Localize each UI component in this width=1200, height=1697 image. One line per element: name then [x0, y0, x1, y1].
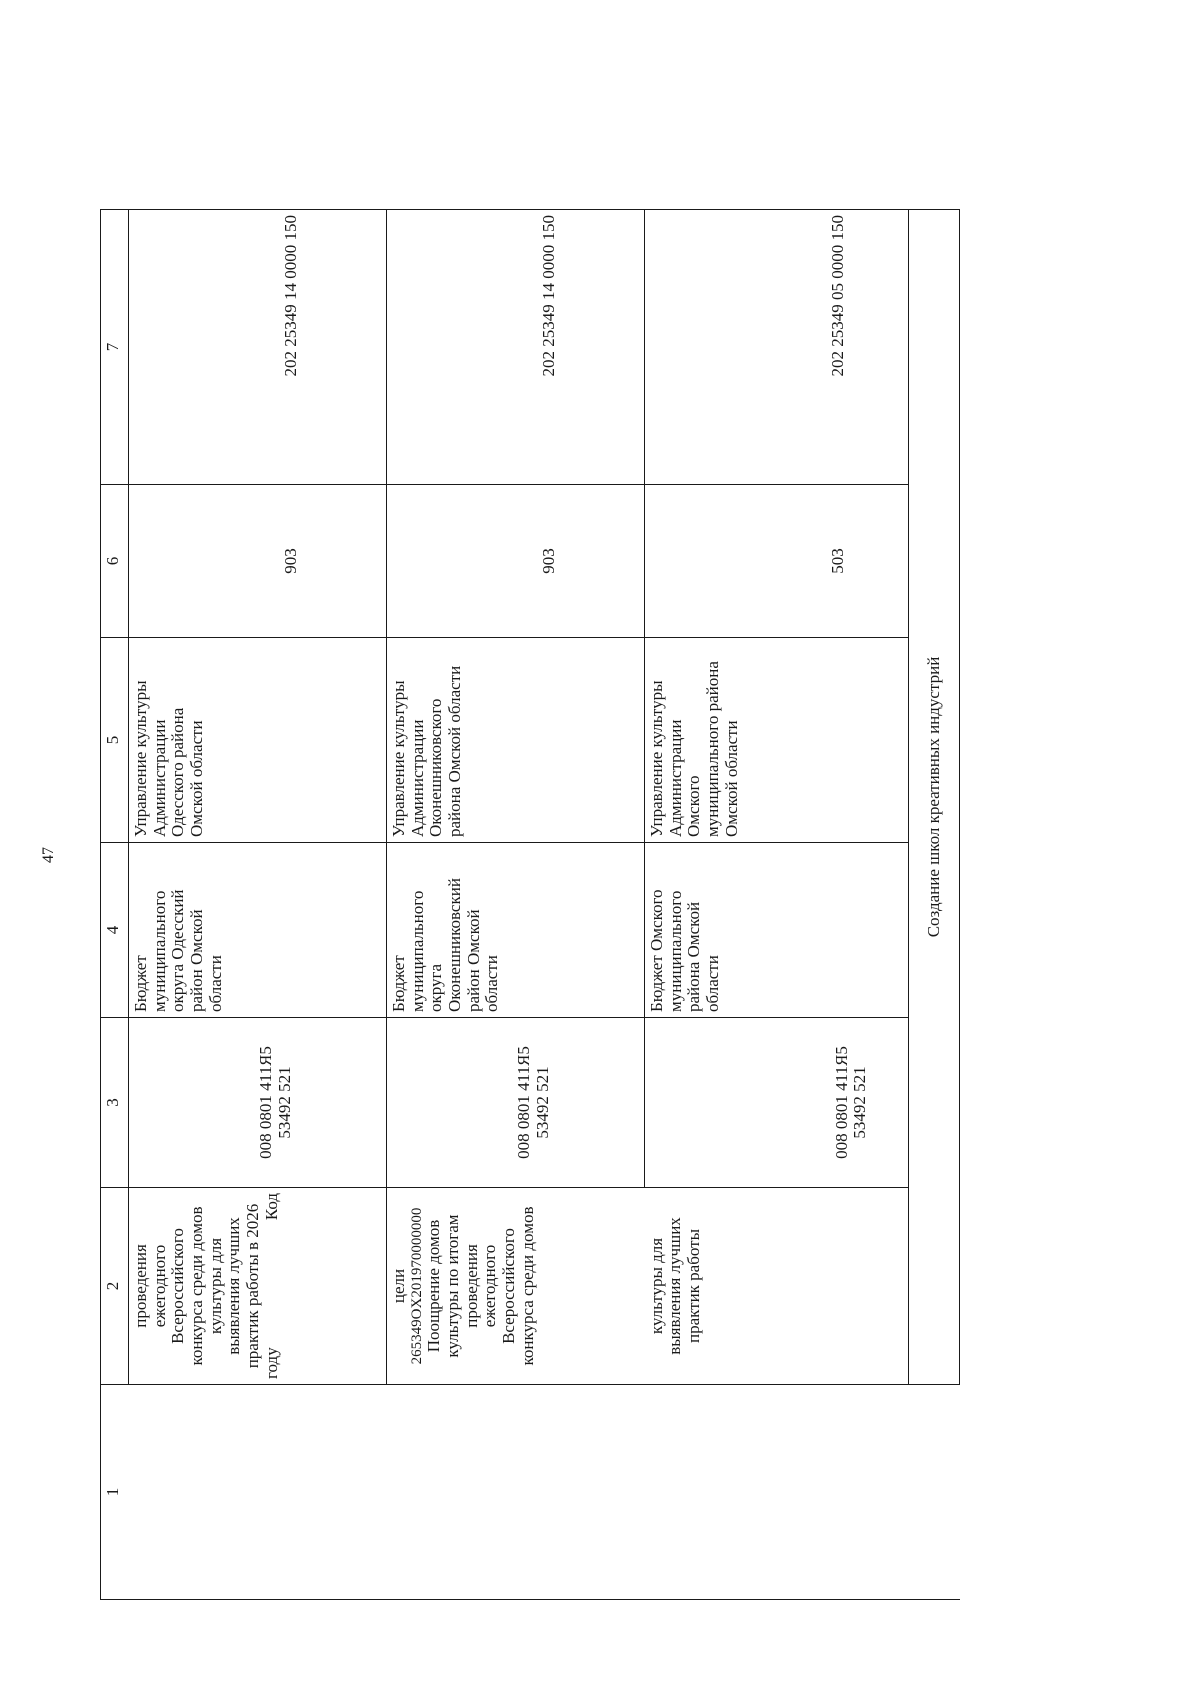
- text-line: Оконешниковского: [426, 698, 446, 837]
- cell-col4: [387, 843, 645, 1018]
- cell-col7: 202 25349 14 0000 150: [387, 210, 645, 485]
- cell-col1: [129, 1385, 387, 1600]
- cell-col1: [387, 1385, 645, 1600]
- cell-col5: [645, 638, 909, 843]
- cell-col3: [129, 1018, 387, 1188]
- text-line: области: [482, 955, 502, 1012]
- table-row: [387, 210, 645, 1600]
- text-line: Бюджет Омского: [647, 889, 666, 1012]
- text-line: культуры для: [646, 1237, 666, 1335]
- text-line: культуры для: [205, 1237, 225, 1335]
- text-line: 265349OX201970000000: [408, 1207, 425, 1365]
- text-line: Управление культуры: [647, 680, 666, 837]
- text-line: Управление культуры: [389, 680, 408, 837]
- text-line: практик работы: [683, 1228, 703, 1344]
- text-line: Администрации: [665, 719, 685, 837]
- text-line: муниципального района: [703, 661, 723, 837]
- section-empty-cell: [909, 1385, 960, 1600]
- text-line: район Омской: [187, 909, 207, 1012]
- text-line: Омского: [684, 775, 704, 837]
- table-row: [645, 210, 909, 1600]
- cell-col1: [645, 1385, 909, 1600]
- header-cell-2: 2: [101, 1188, 129, 1385]
- text-line: Администрации: [149, 719, 169, 837]
- cell-col4: [645, 843, 909, 1018]
- table-header-row: [101, 210, 129, 1600]
- rotated-table-wrapper: [100, 210, 943, 1600]
- text-line: проведения: [461, 1244, 481, 1328]
- text-line: практик работы в 2026: [243, 1203, 263, 1369]
- header-cell-3: 3: [101, 1018, 129, 1188]
- code-line: 53492 521: [275, 1066, 294, 1139]
- code-line: 53492 521: [533, 1066, 552, 1139]
- text-line: ежегодного: [149, 1244, 169, 1328]
- budget-table: [100, 209, 960, 1600]
- header-cell-5: 5: [101, 638, 129, 843]
- text-line: области: [205, 955, 225, 1012]
- cell-col3: [387, 1018, 645, 1188]
- text-line: Бюджет: [389, 955, 408, 1012]
- section-row: [909, 210, 960, 1600]
- text-line: муниципального: [407, 890, 427, 1012]
- text-line: выявления лучших: [224, 1217, 244, 1355]
- cell-col6: 903: [387, 485, 645, 638]
- text-line: конкурса среди домов: [187, 1206, 207, 1366]
- page-number: 47: [40, 847, 57, 863]
- text-line: округа Одесский: [168, 889, 188, 1012]
- code-line: 53492 521: [850, 1066, 870, 1139]
- text-line: выявления лучших: [665, 1217, 685, 1355]
- text-line: Всероссийского: [168, 1228, 188, 1344]
- cell-col5: [129, 638, 387, 843]
- header-cell-1: 1: [101, 1385, 129, 1600]
- header-cell-4: 4: [101, 843, 129, 1018]
- code-line: 008 0801 411Я5: [831, 1046, 851, 1159]
- text-line: Омской области: [721, 720, 741, 837]
- text-line: области: [703, 955, 723, 1012]
- cell-col4: [129, 843, 387, 1018]
- text-line: году Код: [261, 1193, 281, 1379]
- text-line: муниципального: [149, 890, 169, 1012]
- cell-col3: [645, 1018, 909, 1188]
- text-line: Администрации: [407, 719, 427, 837]
- text-line: проведения: [131, 1244, 150, 1328]
- cell-col2: [645, 1188, 909, 1385]
- text-line: цели: [389, 1268, 408, 1304]
- text-line: конкурса среди домов: [517, 1206, 537, 1366]
- cell-col5: [387, 638, 645, 843]
- text-line: района Омской: [684, 901, 704, 1012]
- text-line: культуры по итогам: [442, 1214, 462, 1358]
- section-title: Создание школ креативных индустрий: [909, 210, 960, 1385]
- text-line: Поощрение домов: [424, 1219, 444, 1353]
- table-row: [129, 210, 387, 1600]
- code-line: 008 0801 411Я5: [256, 1046, 276, 1159]
- cell-col2: [129, 1188, 387, 1385]
- cell-col2: [387, 1188, 645, 1385]
- text-line: ежегодного: [480, 1244, 500, 1328]
- text-line: район Омской: [463, 909, 483, 1012]
- code-line: 008 0801 411Я5: [514, 1046, 534, 1159]
- cell-col7: 202 25349 05 0000 150: [645, 210, 909, 485]
- text-line: Всероссийского: [498, 1228, 518, 1344]
- text-line: Оконешниковский: [445, 878, 465, 1012]
- header-cell-6: 6: [101, 485, 129, 638]
- header-cell-7: 7: [101, 210, 129, 485]
- cell-col6: 903: [129, 485, 387, 638]
- text-line: Омской области: [187, 720, 207, 837]
- cell-col6: 503: [645, 485, 909, 638]
- text-line: Управление культуры: [131, 680, 150, 837]
- text-line: Одесского района: [168, 707, 188, 837]
- text-line: Бюджет: [131, 955, 150, 1012]
- text-line: муниципального: [665, 890, 685, 1012]
- cell-col7: 202 25349 14 0000 150: [129, 210, 387, 485]
- text-line: округа: [426, 963, 446, 1012]
- text-line: района Омской области: [445, 665, 465, 837]
